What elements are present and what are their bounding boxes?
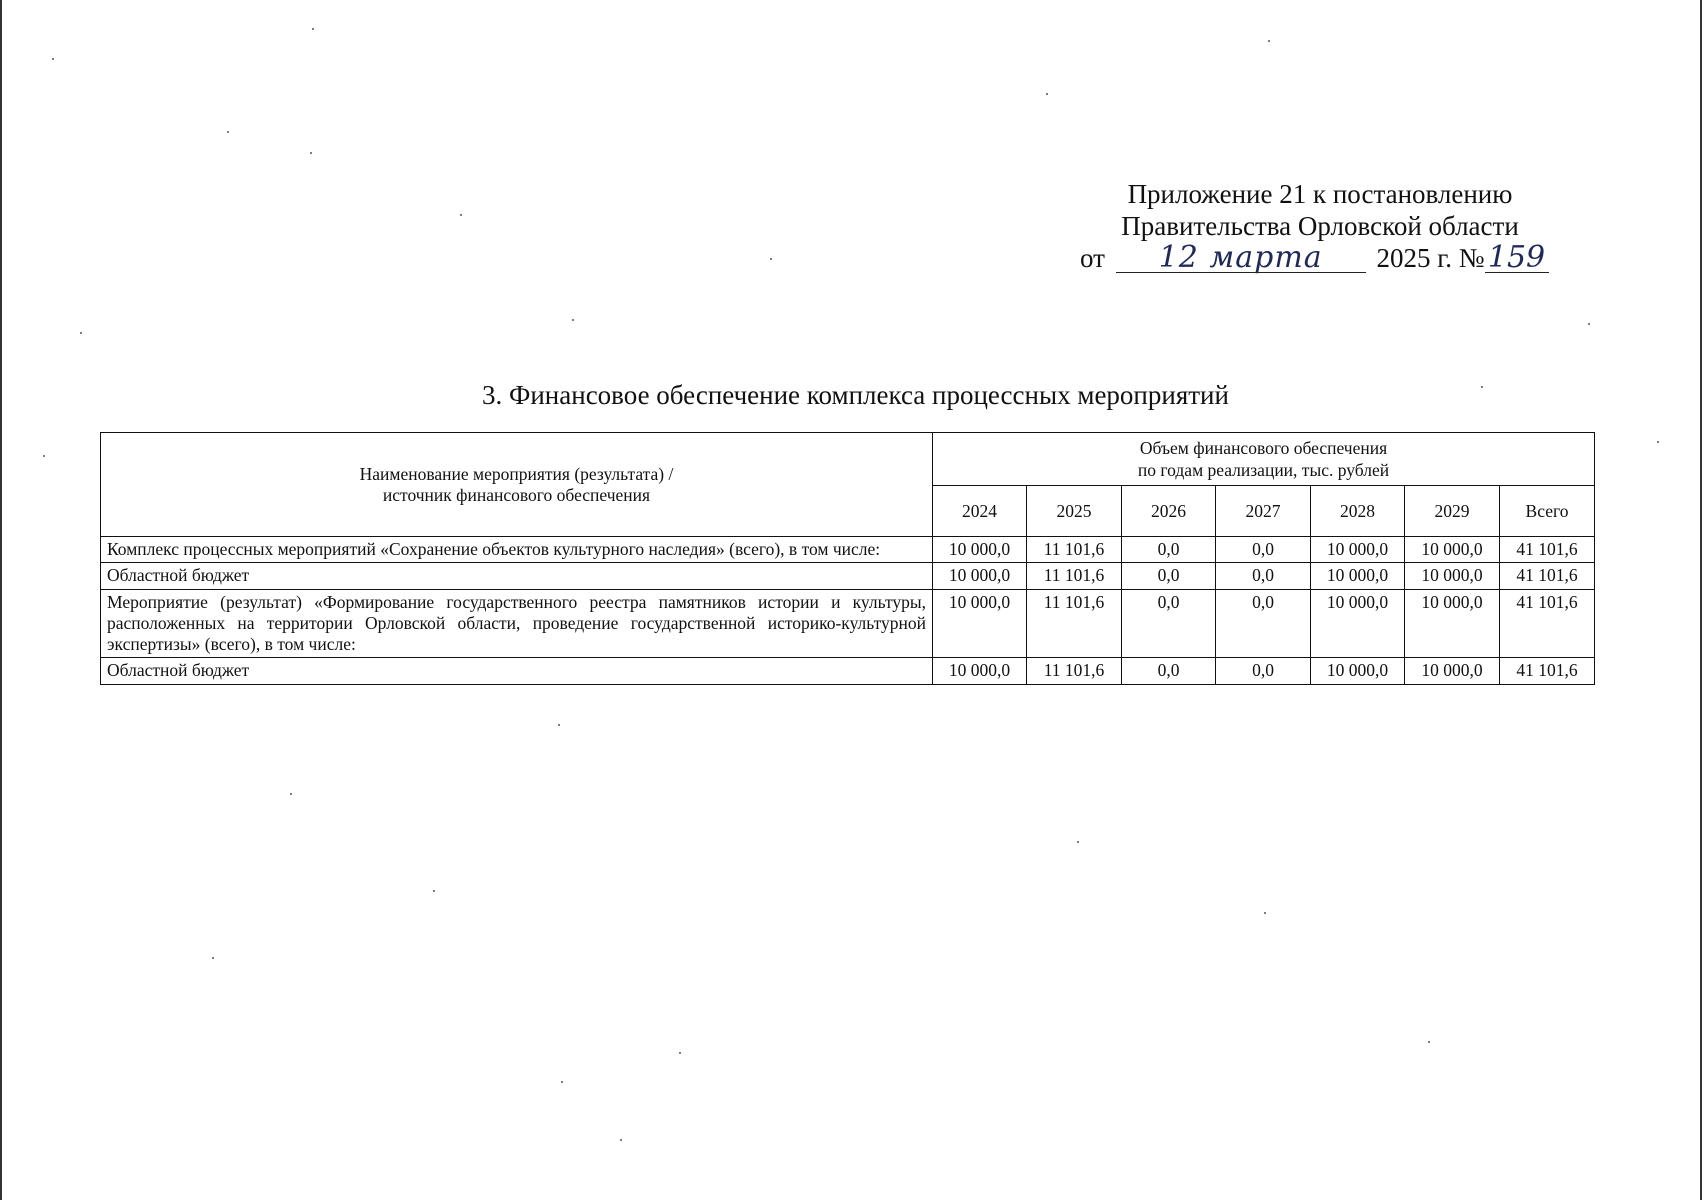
value-cell: 0,0	[1122, 537, 1216, 563]
appendix-header	[1070, 178, 1570, 274]
total-cell: 41 101,6	[1500, 658, 1595, 685]
value-cell: 11 101,6	[1027, 537, 1122, 563]
value-cell: 10 000,0	[1311, 658, 1405, 685]
scan-speck	[558, 724, 560, 726]
scan-speck	[561, 1081, 563, 1083]
header-group-line-2: по годам реализации, тыс. рублей	[1137, 460, 1390, 480]
row-name: Областной бюджет	[101, 563, 933, 590]
header-name-cell	[101, 433, 933, 537]
header-year: 2027	[1216, 486, 1311, 537]
appendix-date-line	[1070, 242, 1570, 274]
scan-speck	[212, 957, 214, 959]
value-cell: 0,0	[1216, 563, 1311, 590]
handwritten-number: 159	[1485, 244, 1549, 273]
table-row	[101, 537, 1595, 563]
value-cell: 10 000,0	[933, 537, 1027, 563]
scan-speck	[290, 793, 292, 795]
header-group-line-1: Объем финансового обеспечения	[1139, 438, 1388, 458]
header-name-line-1: Наименование мероприятия (результата) /	[359, 463, 674, 484]
scan-speck	[1264, 912, 1266, 914]
row-name: Комплекс процессных мероприятий «Сохранение объектов культурного наследия» (всего), в том числе:	[101, 537, 933, 563]
scan-speck	[433, 890, 435, 892]
header-year: 2024	[933, 486, 1027, 537]
value-cell: 10 000,0	[933, 590, 1027, 658]
header-year: 2029	[1405, 486, 1500, 537]
scan-speck	[1046, 93, 1048, 95]
scan-speck	[572, 319, 574, 321]
value-cell: 0,0	[1216, 590, 1311, 658]
header-total: Всего	[1500, 486, 1595, 537]
value-cell: 10 000,0	[1311, 590, 1405, 658]
row-name: Областной бюджет	[101, 658, 933, 685]
scan-edge-left	[0, 0, 2, 1200]
value-cell: 11 101,6	[1027, 658, 1122, 685]
value-cell: 10 000,0	[1311, 537, 1405, 563]
scan-speck	[1077, 841, 1079, 843]
value-cell: 0,0	[1216, 658, 1311, 685]
value-cell: 10 000,0	[1405, 658, 1500, 685]
table-row	[101, 590, 1595, 658]
financing-table	[100, 432, 1595, 685]
total-cell: 41 101,6	[1500, 563, 1595, 590]
value-cell: 10 000,0	[1311, 563, 1405, 590]
scan-speck	[1657, 441, 1659, 443]
scan-speck	[43, 455, 45, 457]
scan-speck	[227, 131, 229, 133]
scan-speck	[1428, 1041, 1430, 1043]
value-cell: 10 000,0	[1405, 537, 1500, 563]
scan-speck	[52, 58, 54, 60]
scan-speck	[1268, 40, 1270, 42]
scan-speck	[620, 1139, 622, 1141]
scan-speck	[1481, 386, 1483, 388]
handwritten-date: 12 марта	[1116, 244, 1366, 273]
appendix-line-1: Приложение 21 к постановлению	[1127, 179, 1513, 209]
value-cell: 10 000,0	[1405, 563, 1500, 590]
total-cell: 41 101,6	[1500, 537, 1595, 563]
scan-edge-right	[1700, 0, 1702, 1200]
scan-speck	[770, 258, 772, 260]
scan-speck	[1588, 323, 1590, 325]
scan-speck	[310, 152, 312, 154]
date-prefix: от	[1080, 243, 1105, 273]
value-cell: 11 101,6	[1027, 563, 1122, 590]
header-name-line-2: источник финансового обеспечения	[382, 484, 651, 505]
year-suffix: 2025 г. №	[1376, 243, 1485, 273]
value-cell: 0,0	[1122, 590, 1216, 658]
value-cell: 10 000,0	[1405, 590, 1500, 658]
appendix-line-2: Правительства Орловской области	[1121, 211, 1519, 241]
total-cell: 41 101,6	[1500, 590, 1595, 658]
header-year: 2025	[1027, 486, 1122, 537]
section-title: 3. Финансовое обеспечение комплекса процессных мероприятий	[482, 380, 1229, 410]
scan-speck	[80, 332, 82, 334]
scan-speck	[679, 1052, 681, 1054]
value-cell: 0,0	[1216, 537, 1311, 563]
value-cell: 10 000,0	[933, 563, 1027, 590]
header-group-cell	[933, 433, 1595, 486]
value-cell: 11 101,6	[1027, 590, 1122, 658]
scan-speck	[312, 28, 314, 30]
table-row	[101, 563, 1595, 590]
row-name: Мероприятие (результат) «Формирование государственного реестра памятников истории и культуры, расположенных на территории Орловской области, проведение государственной историко-культурной экспертизы» (всего), в том числе:	[101, 590, 933, 658]
scan-speck	[460, 214, 462, 216]
value-cell: 0,0	[1122, 658, 1216, 685]
header-year: 2028	[1311, 486, 1405, 537]
value-cell: 10 000,0	[933, 658, 1027, 685]
table-row	[101, 658, 1595, 685]
value-cell: 0,0	[1122, 563, 1216, 590]
header-year: 2026	[1122, 486, 1216, 537]
